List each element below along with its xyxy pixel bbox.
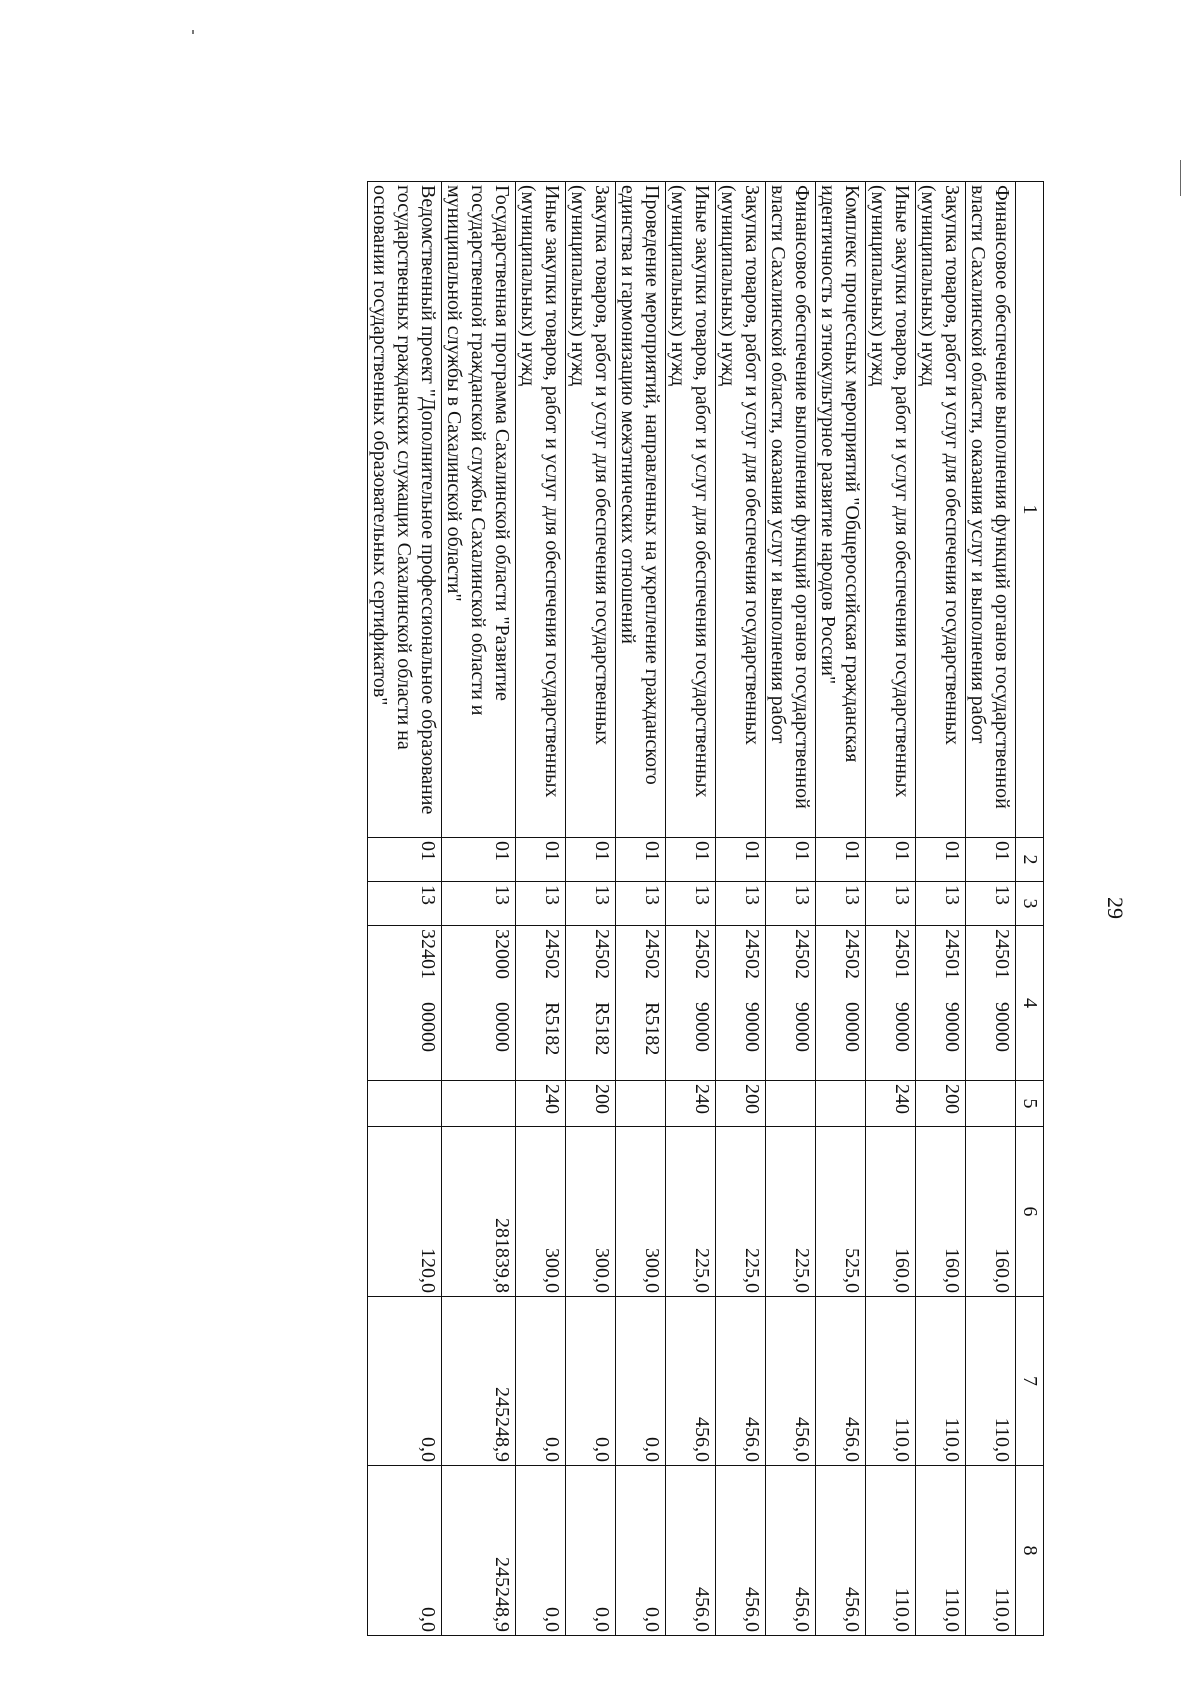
subsection-code-cell: 13 xyxy=(368,882,442,926)
expense-type-cell xyxy=(766,1081,816,1127)
expense-type-cell: 200 xyxy=(566,1081,616,1127)
row-name-cell: Иные закупки товаров, работ и услуг для обеспечения государственных (муниципальных) нужд xyxy=(516,182,566,838)
subsection-code-cell: 13 xyxy=(866,882,916,926)
amount-col-6-cell: 120,0 xyxy=(368,1127,442,1297)
amount-col-7-cell: 456,0 xyxy=(666,1297,716,1466)
amount-col-8-cell: 0,0 xyxy=(616,1466,666,1636)
target-article-cell: 32401 00000 xyxy=(368,926,442,1081)
amount-col-6-cell: 225,0 xyxy=(666,1127,716,1297)
header-col-2: 2 xyxy=(1016,838,1044,882)
expense-type-cell xyxy=(442,1081,516,1127)
target-article-cell: 24502 R5182 xyxy=(566,926,616,1081)
header-col-8: 8 xyxy=(1016,1466,1044,1636)
row-name-cell: Иные закупки товаров, работ и услуг для обеспечения государственных (муниципальных) нужд xyxy=(666,182,716,838)
subsection-code-cell: 13 xyxy=(766,882,816,926)
section-code-cell: 01 xyxy=(566,838,616,882)
row-name-cell: Закупка товаров, работ и услуг для обеспечения государственных (муниципальных) нужд xyxy=(566,182,616,838)
section-code-cell: 01 xyxy=(816,838,866,882)
row-name-cell: Комплекс процессных мероприятий "Общероссийская гражданская идентичность и этнокультурное развитие народов России" xyxy=(816,182,866,838)
table-row xyxy=(368,182,442,1636)
target-article-cell: 24502 00000 xyxy=(816,926,866,1081)
table-row xyxy=(566,182,616,1636)
target-article-cell: 24502 R5182 xyxy=(616,926,666,1081)
amount-col-7-cell: 0,0 xyxy=(368,1297,442,1466)
amount-col-7-cell: 0,0 xyxy=(566,1297,616,1466)
amount-col-6-cell: 160,0 xyxy=(966,1127,1016,1297)
target-article-cell: 24502 R5182 xyxy=(516,926,566,1081)
amount-col-8-cell: 110,0 xyxy=(916,1466,966,1636)
row-name-cell: Ведомственный проект "Дополнительное профессиональное образование государственных гражданских служащих Сахалинской области на основании государственных образовательных сертификатов" xyxy=(368,182,442,838)
subsection-code-cell: 13 xyxy=(442,882,516,926)
amount-col-8-cell: 456,0 xyxy=(766,1466,816,1636)
subsection-code-cell: 13 xyxy=(966,882,1016,926)
target-article-cell: 24501 90000 xyxy=(916,926,966,1081)
expense-type-cell xyxy=(816,1081,866,1127)
section-code-cell: 01 xyxy=(516,838,566,882)
amount-col-7-cell: 456,0 xyxy=(816,1297,866,1466)
amount-col-7-cell: 0,0 xyxy=(616,1297,666,1466)
table-row xyxy=(816,182,866,1636)
target-article-cell: 24501 90000 xyxy=(866,926,916,1081)
subsection-code-cell: 13 xyxy=(516,882,566,926)
amount-col-6-cell: 160,0 xyxy=(866,1127,916,1297)
section-code-cell: 01 xyxy=(716,838,766,882)
amount-col-6-cell: 300,0 xyxy=(516,1127,566,1297)
subsection-code-cell: 13 xyxy=(916,882,966,926)
amount-col-8-cell: 0,0 xyxy=(368,1466,442,1636)
expense-type-cell: 200 xyxy=(916,1081,966,1127)
amount-col-8-cell: 0,0 xyxy=(516,1466,566,1636)
scan-artifact-dot xyxy=(192,30,194,34)
amount-col-8-cell: 110,0 xyxy=(866,1466,916,1636)
table-row xyxy=(966,182,1016,1636)
target-article-cell: 32000 00000 xyxy=(442,926,516,1081)
row-name-cell: Государственная программа Сахалинской области "Развитие государственной гражданской службы Сахалинской области и муниципальной службы в Сахалинской области" xyxy=(442,182,516,838)
subsection-code-cell: 13 xyxy=(716,882,766,926)
amount-col-7-cell: 456,0 xyxy=(716,1297,766,1466)
header-col-7: 7 xyxy=(1016,1297,1044,1466)
header-col-6: 6 xyxy=(1016,1127,1044,1297)
amount-col-8-cell: 0,0 xyxy=(566,1466,616,1636)
expense-type-cell xyxy=(368,1081,442,1127)
amount-col-7-cell: 110,0 xyxy=(916,1297,966,1466)
subsection-code-cell: 13 xyxy=(816,882,866,926)
expense-type-cell xyxy=(616,1081,666,1127)
budget-table xyxy=(367,181,1044,1636)
amount-col-8-cell: 456,0 xyxy=(816,1466,866,1636)
table-row xyxy=(442,182,516,1636)
expense-type-cell xyxy=(966,1081,1016,1127)
amount-col-7-cell: 110,0 xyxy=(966,1297,1016,1466)
section-code-cell: 01 xyxy=(442,838,516,882)
header-col-1: 1 xyxy=(1016,182,1044,838)
expense-type-cell: 200 xyxy=(716,1081,766,1127)
amount-col-6-cell: 300,0 xyxy=(616,1127,666,1297)
subsection-code-cell: 13 xyxy=(566,882,616,926)
section-code-cell: 01 xyxy=(766,838,816,882)
target-article-cell: 24501 90000 xyxy=(966,926,1016,1081)
amount-col-8-cell: 110,0 xyxy=(966,1466,1016,1636)
row-name-cell: Иные закупки товаров, работ и услуг для обеспечения государственных (муниципальных) нужд xyxy=(866,182,916,838)
header-col-3: 3 xyxy=(1016,882,1044,926)
amount-col-8-cell: 456,0 xyxy=(666,1466,716,1636)
table-row xyxy=(866,182,916,1636)
table-row xyxy=(716,182,766,1636)
amount-col-6-cell: 300,0 xyxy=(566,1127,616,1297)
target-article-cell: 24502 90000 xyxy=(716,926,766,1081)
table-row xyxy=(516,182,566,1636)
amount-col-6-cell: 160,0 xyxy=(916,1127,966,1297)
expense-type-cell: 240 xyxy=(866,1081,916,1127)
section-code-cell: 01 xyxy=(866,838,916,882)
amount-col-6-cell: 225,0 xyxy=(766,1127,816,1297)
section-code-cell: 01 xyxy=(666,838,716,882)
header-row xyxy=(1016,182,1044,1636)
expense-type-cell: 240 xyxy=(516,1081,566,1127)
amount-col-6-cell: 525,0 xyxy=(816,1127,866,1297)
section-code-cell: 01 xyxy=(916,838,966,882)
expense-type-cell: 240 xyxy=(666,1081,716,1127)
row-name-cell: Проведение мероприятий, направленных на укрепление гражданского единства и гармонизацию межэтнических отношений xyxy=(616,182,666,838)
table-row xyxy=(766,182,816,1636)
row-name-cell: Закупка товаров, работ и услуг для обеспечения государственных (муниципальных) нужд xyxy=(916,182,966,838)
row-name-cell: Закупка товаров, работ и услуг для обеспечения государственных (муниципальных) нужд xyxy=(716,182,766,838)
header-col-4: 4 xyxy=(1016,926,1044,1081)
section-code-cell: 01 xyxy=(616,838,666,882)
amount-col-6-cell: 225,0 xyxy=(716,1127,766,1297)
subsection-code-cell: 13 xyxy=(616,882,666,926)
amount-col-8-cell: 456,0 xyxy=(716,1466,766,1636)
section-code-cell: 01 xyxy=(368,838,442,882)
table-row xyxy=(666,182,716,1636)
subsection-code-cell: 13 xyxy=(666,882,716,926)
row-name-cell: Финансовое обеспечение выполнения функций органов государственной власти Сахалинской области, оказания услуг и выполнения работ xyxy=(966,182,1016,838)
target-article-cell: 24502 90000 xyxy=(766,926,816,1081)
amount-col-7-cell: 110,0 xyxy=(866,1297,916,1466)
header-col-5: 5 xyxy=(1016,1081,1044,1127)
amount-col-7-cell: 0,0 xyxy=(516,1297,566,1466)
table-row xyxy=(916,182,966,1636)
table-row xyxy=(616,182,666,1636)
scan-artifact-mark xyxy=(1180,160,1181,196)
section-code-cell: 01 xyxy=(966,838,1016,882)
amount-col-7-cell: 456,0 xyxy=(766,1297,816,1466)
rotated-table-container xyxy=(148,181,1044,1635)
target-article-cell: 24502 90000 xyxy=(666,926,716,1081)
amount-col-8-cell: 245248,9 xyxy=(442,1466,516,1636)
amount-col-6-cell: 281839,8 xyxy=(442,1127,516,1297)
row-name-cell: Финансовое обеспечение выполнения функций органов государственной власти Сахалинской области, оказания услуг и выполнения работ xyxy=(766,182,816,838)
amount-col-7-cell: 245248,9 xyxy=(442,1297,516,1466)
page-number: 29 xyxy=(1103,897,1128,919)
